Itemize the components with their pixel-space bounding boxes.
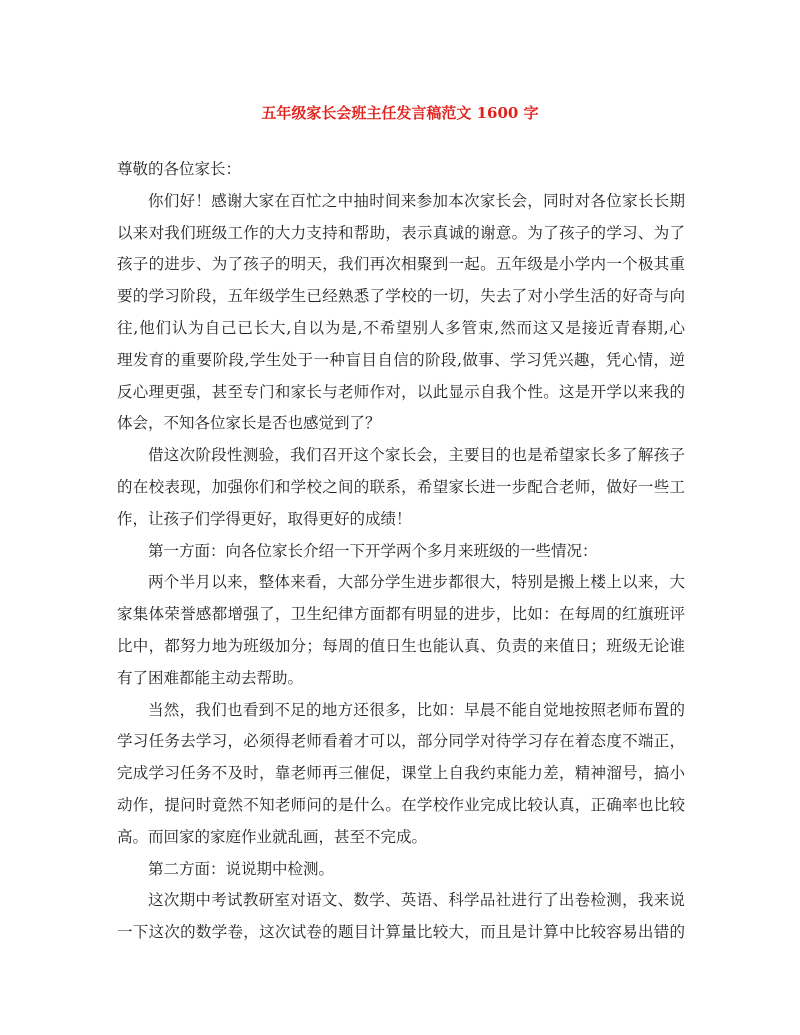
text-line: 高。而回家的家庭作业就乱画，甚至不完成。: [117, 827, 428, 846]
text-line: 借这次阶段性测验，我们召开这个家长会，主要目的也是希望家长多了解孩子: [148, 446, 685, 465]
text-line: 两个半月以来，整体来看，大部分学生进步都很大，特别是搬上楼上以来，大: [148, 573, 685, 592]
text-line: 当然，我们也看到不足的地方还很多，比如：早晨不能自觉地按照老师布置的: [148, 700, 685, 719]
text-line: 一下这次的数学卷，这次试卷的题目计算量比较大，而且是计算中比较容易出错的: [117, 923, 685, 942]
text-line: 第二方面：说说期中检测。: [148, 859, 335, 878]
text-line: 有了困难都能主动去帮助。: [117, 668, 304, 687]
text-line: 孩子的进步、为了孩子的明天，我们再次相聚到一起。五年级是小学内一个极其重: [117, 255, 685, 274]
text-line: 这次期中考试教研室对语文、数学、英语、科学品社进行了出卷检测，我来说: [148, 891, 685, 910]
text-line: 学习任务去学习，必须得老师看着才可以，部分同学对待学习存在着态度不端正，: [117, 732, 685, 751]
text-line: 要的学习阶段，五年级学生已经熟悉了学校的一切，失去了对小学生活的好奇与向: [117, 287, 685, 306]
text-line: 往,他们认为自己已长大,自以为是,不希望别人多管束,然而这又是接近青春期,心: [117, 318, 685, 337]
text-line: 反心理更强，甚至专门和家长与老师作对，以此显示自我个性。这是开学以来我的: [117, 382, 685, 401]
text-line: 家集体荣誉感都增强了，卫生纪律方面都有明显的进步，比如：在每周的红旗班评: [117, 605, 685, 624]
text-line: 比中，都努力地为班级加分；每周的值日生也能认真、负责的来值日；班级无论谁: [117, 636, 685, 655]
text-line: 第一方面：向各位家长介绍一下开学两个多月来班级的一些情况：: [148, 541, 598, 560]
document-body: [117, 154, 685, 949]
text-line: 的在校表现，加强你们和学校之间的联系，希望家长进一步配合老师，做好一些工: [117, 477, 685, 496]
text-line: 你们好！感谢大家在百忙之中抽时间来参加本次家长会，同时对各位家长长期: [148, 191, 685, 210]
text-line: 完成学习任务不及时，靠老师再三催促，课堂上自我约束能力差，精神溜号，搞小: [117, 764, 685, 783]
text-line: 理发育的重要阶段,学生处于一种盲目自信的阶段,做事、学习凭兴趣，凭心情，逆: [117, 350, 685, 369]
text-line: 体会，不知各位家长是否也感觉到了？: [117, 414, 381, 433]
text-line: 动作，提问时竟然不知老师问的是什么。在学校作业完成比较认真，正确率也比较: [117, 795, 685, 814]
text-line: 尊敬的各位家长：: [117, 160, 242, 178]
text-line: 作，让孩子们学得更好，取得更好的成绩！: [117, 509, 412, 528]
text-line: 以来对我们班级工作的大力支持和帮助，表示真诚的谢意。为了孩子的学习、为了: [117, 223, 685, 242]
document-title: 五年级家长会班主任发言稿范文 1600 字: [261, 104, 539, 122]
